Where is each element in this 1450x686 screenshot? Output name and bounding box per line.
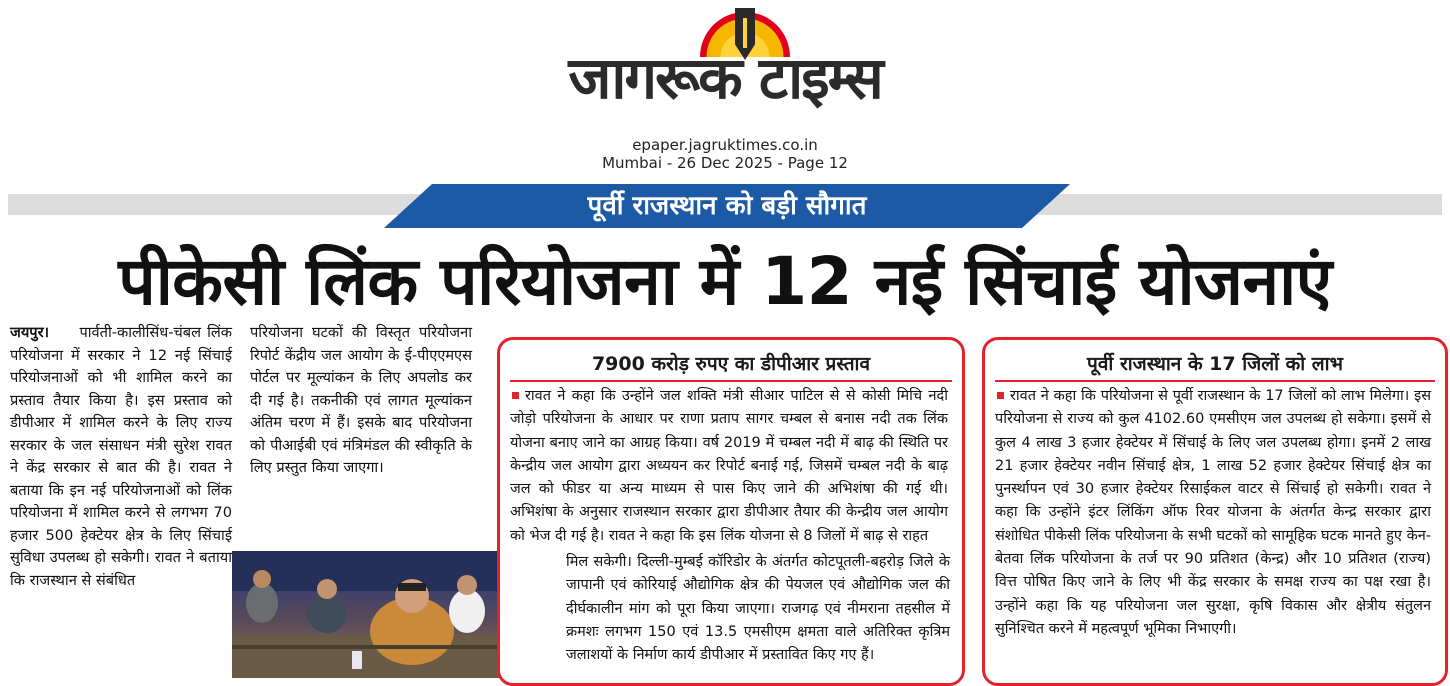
article-column-2: परियोजना घटकों की विस्तृत परियोजना रिपोर्ट केंद्रीय जल आयोग के ई-पीएएमएस पोर्टल पर मूल्यांकन के लिए अपलोड कर दी गई है। तकनीकी एवं लागत मूल्यांकन अंतिम चरण में हैं। इसके बाद परियोजना को पीआईबी एवं मंत्रिमंडल की स्वीकृति के लिए प्रस्तुत किया जाएगा। xyxy=(250,324,472,476)
box-mid-title: 7900 करोड़ रुपए का डीपीआर प्रस्ताव xyxy=(591,353,871,375)
box-mid-text-upper xyxy=(510,385,948,548)
dateline: जयपुर। xyxy=(10,324,50,341)
box-right-text xyxy=(995,385,1431,641)
box-right-title: पूर्वी राजस्थान के 17 जिलों को लाभ xyxy=(1087,353,1343,375)
column-1-text: पार्वती-कालीसिंध-चंबल लिंक परियोजना में सरकार ने 12 नई सिंचाई परियोजनाओं को भी शामिल करने का प्रस्ताव तैयार किया है। इस प्रस्ताव को डीपीआर में शामिल करने के लिए राज्य सरकार के जल संसाधन मंत्री सुरेश रावत ने केंद्र सरकार से बात की है। रावत ने बताया कि इन नई परियोजनाओं को लिंक परियोजना में शामिल करने से लगभग 70 हजार 500 हेक्टेयर क्षेत्र के लिए सिंचाई सुविधा उपलब्ध हो सकेगी। रावत ने बताया कि राजस्थान से संबंधित xyxy=(10,324,232,589)
box-mid-paragraph: रावत ने कहा कि उन्होंने जल शक्ति मंत्री सीआर पाटिल से से कोसी मिचि नदी जोड़ो परियोजना के आधार पर राणा प्रताप सागर चम्बल से बनास नदी तक लिंक योजना बनाए जाने का आग्रह किया। वर्ष 2019 में चम्बल नदी में बाढ़ की स्थिति पर केन्द्रीय जल आयोग द्वारा अध्ययन कर रिपोर्ट बनाई गई, जिसमें चम्बल नदी के बाढ़ जल को फीडर या अन्य माध्यम से पास किए जाने की अभिशंषा की गई थी। अभिशंषा के अनुसार राजस्थान सरकार द्वारा डीपीआर तैयार की केन्द्रीय जल आयोग को भेज दी गई है। रावत ने कहा कि इस लिंक योजना से 8 जिलों में बाढ़ से राहत xyxy=(510,388,948,544)
headline: पीकेसी लिंक परियोजना में 12 नई सिंचाई योजनाएं xyxy=(118,243,1332,320)
edition-meta: Mumbai - 26 Dec 2025 - Page 12 xyxy=(602,154,848,172)
box-mid-text-lower: मिल सकेगी। दिल्ली-मुम्बई कॉरिडोर के अंतर्गत कोटपूतली-बहरोड़ जिले के जापानी एवं कोरियाई औद्योगिक क्षेत्र की पेयजल एवं औद्योगिक जल की दीर्घकालीन मांग को पूरा किया जाएगा। राजगढ़ एवं नीमराना तहसील में क्रमशः लगभग 150 एवं 13.5 एमसीएम क्षमता वाले अतिरिक्त कृत्रिम जलाशयों के निर्माण कार्य डीपीआर में प्रस्तावित किए गए हैं। xyxy=(566,554,950,664)
box-mid-rule xyxy=(510,380,952,382)
banner-label: पूर्वी राजस्थान को बड़ी सौगात xyxy=(587,191,867,221)
article-column-1 xyxy=(10,322,232,592)
box-right-paragraph: रावत ने कहा कि परियोजना से पूर्वी राजस्थान के 17 जिलों को लाभ मिलेगा। इस परियोजना से राज्य को कुल 4102.60 एमसीएम जल उपलब्ध हो सकेगा। इसमें से कुल 4 लाख 3 हजार हेक्टेयर में सिंचाई के लिए जल उपलब्ध होगा। इनमें 2 लाख 21 हजार हेक्टेयर नवीन सिंचाई क्षेत्र, 1 लाख 52 हजार हेक्टेयर सिंचाई क्षेत्र का पुनर्स्थापन एवं 30 हजार हेक्टेयर रिसाईकल वाटर से सिंचाई हो सकेगी। रावत ने कहा कि उन्होंने इंटर लिंकिंग ऑफ रिवर योजना के अंतर्गत केन्द्र सरकार द्वारा संशोधित पीकेसी लिंक परियोजना के सभी घटकों को सामूहिक घटक मानते हुए केन-बेतवा लिंक परियोजना के तर्ज पर 90 प्रतिशत (केन्द्र) और 10 प्रतिशत (राज्य) वित्त पोषित किए जाने के लिए भी केंद्र सरकार के समक्ष राज्य का पक्ष रखा है। उन्होंने कहा कि यह परियोजना जल सुरक्षा, कृषि विकास और क्षेत्रीय संतुलन सुनिश्चित करने में महत्वपूर्ण भूमिका निभाएगी। xyxy=(995,388,1431,637)
box-right-rule xyxy=(995,380,1435,382)
site-url: epaper.jagruktimes.co.in xyxy=(632,136,818,154)
masthead-logo xyxy=(530,8,920,116)
bullet-icon xyxy=(512,392,519,399)
logo-text: जागरूक टाइम्स xyxy=(568,44,882,112)
bullet-icon xyxy=(997,392,1004,399)
box-17-districts xyxy=(982,337,1448,686)
